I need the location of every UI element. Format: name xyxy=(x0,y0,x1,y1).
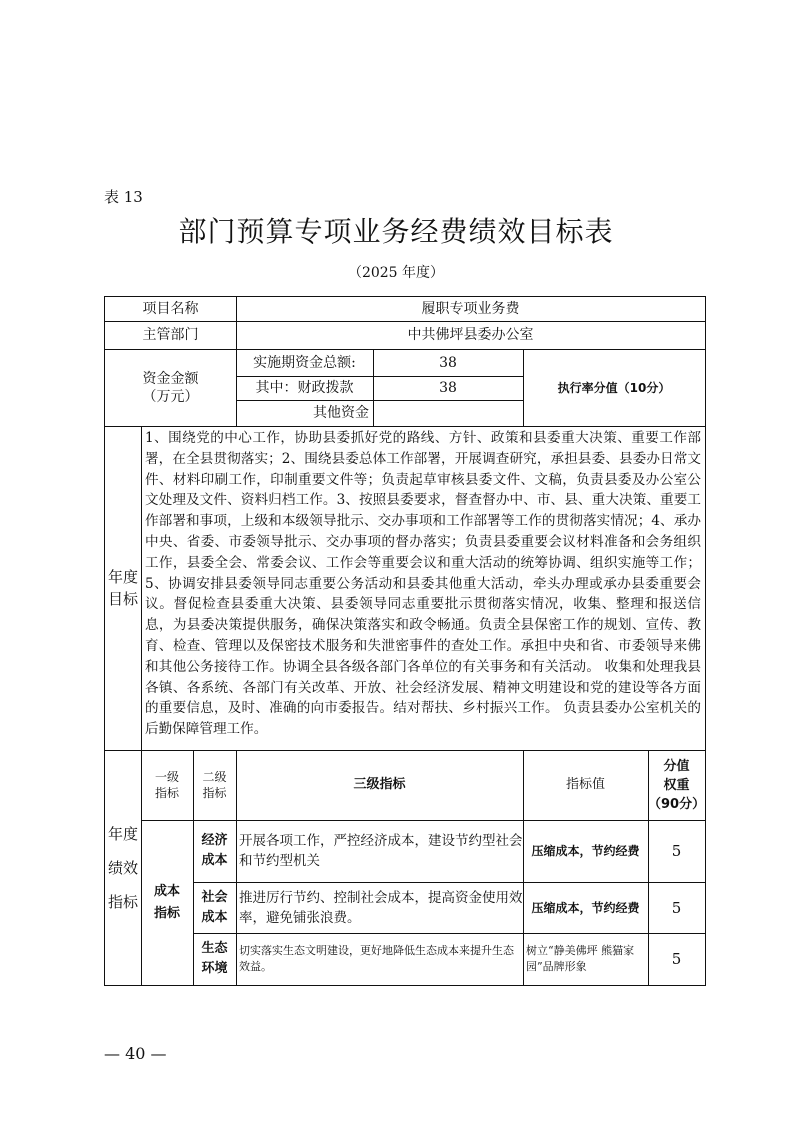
total-funds-value: 38 xyxy=(439,354,457,371)
header-weight-line1: 分值 xyxy=(663,758,690,774)
execution-rate-score-label: 执行率分值（10分） xyxy=(557,380,671,395)
project-name-label: 项目名称 xyxy=(142,301,199,317)
funds-label-line2: （万元） xyxy=(142,388,199,405)
l2-line2: 环境 xyxy=(201,961,228,976)
table-row-economic-cost-l3: 开展各项工作，严控经济成本，建设节约型社会和节约型机关 xyxy=(239,833,523,869)
page-number: — 40 — xyxy=(104,1044,167,1063)
table-row-eco-env-weight: 5 xyxy=(671,950,682,968)
header-level1-line2: 指标 xyxy=(154,786,179,800)
table-row-social-cost-value: 压缩成本，节约经费 xyxy=(531,900,640,915)
annual-goal-label-line2: 目标 xyxy=(107,590,138,608)
annual-indicators-label-line1: 年度 xyxy=(107,824,138,843)
total-funds-label: 实施期资金总额: xyxy=(253,354,356,371)
l2-line2: 成本 xyxy=(201,909,228,925)
header-level2-line2: 指标 xyxy=(202,786,227,800)
header-level3: 三级指标 xyxy=(353,777,406,792)
header-level1 xyxy=(141,750,193,820)
table-row-economic-cost-weight: 5 xyxy=(671,842,682,860)
header-weight xyxy=(648,750,705,820)
table-number-label: 表 13 xyxy=(104,188,143,206)
header-weight-line3: （90分） xyxy=(648,796,706,812)
header-level2-line1: 二级 xyxy=(202,770,227,784)
header-level2 xyxy=(193,750,236,820)
header-value: 指标值 xyxy=(565,777,605,792)
annual-goal-text: 1、围绕党的中心工作，协助县委抓好党的路线、方针、政策和县委重大决策、重要工作部署，在全县贯彻落实；2、围绕县委总体工作部署，开展调查研究，承担县委、县委办日常文件、材料印刷工作，印制重要文件等；负责起草审核县委文件、文稿，负责县委及办公室公文处理及文件、资料归档工作。3、按照县委要求，督查督办中、市、县、重大决策、重要工作部署和事项，上级和本级领导批示、交办事项和工作部署等工作的贯彻落实情况；4、承办中央、省委、市委领导批示、交办事项的督办落实；负责县委重要会议材料准备和会务组织工作，县委全会、常委会议、工作会等重要会议和重大活动的统筹协调、组织实施等工作；5、协调安排县委领导同志重要公务活动和县委其他重大活动，牵头办理或承办县委重要会议。督促检查县委重大决策、县委领导同志重要批示贯彻落实情况，收集、整理和报送信息，为县委决策提供服务，确保决策落实和政令畅通。负责全县保密工作的规划、宣传、教育、检查、管理以及保密技术服务和失泄密事件的查处工作。承担中央和省、市委领导来佛和其他公务接待工作。协调全县各级各部门各单位的有关事务和有关活动。 收集和处理我县各镇、各系统、各部门有关改革、开放、社会经济发展、精神文明建设和党的建设等各方面的重要信息，及时、准确的向市委报告。结对帮扶、乡村振兴工作。 负责县委办公室机关的后勤保障管理工作。 xyxy=(145,430,701,738)
header-level1-line1: 一级 xyxy=(154,770,179,784)
level1-cost-line1: 成本 xyxy=(153,883,180,899)
table-row-eco-env-l2 xyxy=(193,933,236,985)
performance-target-table xyxy=(104,296,706,986)
fiscal-funds-label: 其中：财政拨款 xyxy=(255,380,354,396)
l2-line2: 成本 xyxy=(201,853,228,868)
table-row-economic-cost-l2 xyxy=(193,820,236,882)
document-title: 部门预算专项业务经费绩效目标表 xyxy=(178,215,614,248)
l2-line1: 经济 xyxy=(201,833,228,848)
table-row-eco-env-value: 树立“静美佛坪 熊猫家园”品牌形象 xyxy=(526,944,635,973)
annual-goal-label xyxy=(105,426,141,750)
annual-indicators-label-line2: 绩效 xyxy=(107,858,138,877)
department-label: 主管部门 xyxy=(142,327,199,343)
fiscal-funds-value: 38 xyxy=(439,380,457,396)
table-row-eco-env-l3: 切实落实生态文明建设，更好地降低生态成本来提升生态效益。 xyxy=(239,944,514,973)
l2-line1: 生态 xyxy=(201,941,228,956)
funds-label xyxy=(105,349,236,426)
annual-indicators-label-line3: 指标 xyxy=(107,892,138,911)
table-row-social-cost-weight: 5 xyxy=(671,898,682,917)
department-value: 中共佛坪县委办公室 xyxy=(407,327,534,343)
level1-cost-line2: 指标 xyxy=(153,905,180,921)
header-weight-line2: 权重 xyxy=(663,777,690,793)
annual-goal-label-line1: 年度 xyxy=(107,568,138,586)
annual-indicators-label xyxy=(105,750,141,985)
table-row-social-cost-l2 xyxy=(193,882,236,933)
project-name-value: 履职专项业务费 xyxy=(421,301,520,317)
table-row-social-cost-l3: 推进厉行节约、控制社会成本，提高资金使用效率，避免铺张浪费。 xyxy=(239,889,523,926)
level1-cost-indicator xyxy=(141,820,193,985)
table-row-economic-cost-value: 压缩成本，节约经费 xyxy=(531,844,640,858)
year-label: （2025 年度） xyxy=(347,265,445,281)
other-funds-label: 其他资金 xyxy=(313,405,369,421)
funds-label-line1: 资金金额 xyxy=(142,370,199,387)
l2-line1: 社会 xyxy=(201,889,228,905)
other-funds-value xyxy=(373,400,523,426)
